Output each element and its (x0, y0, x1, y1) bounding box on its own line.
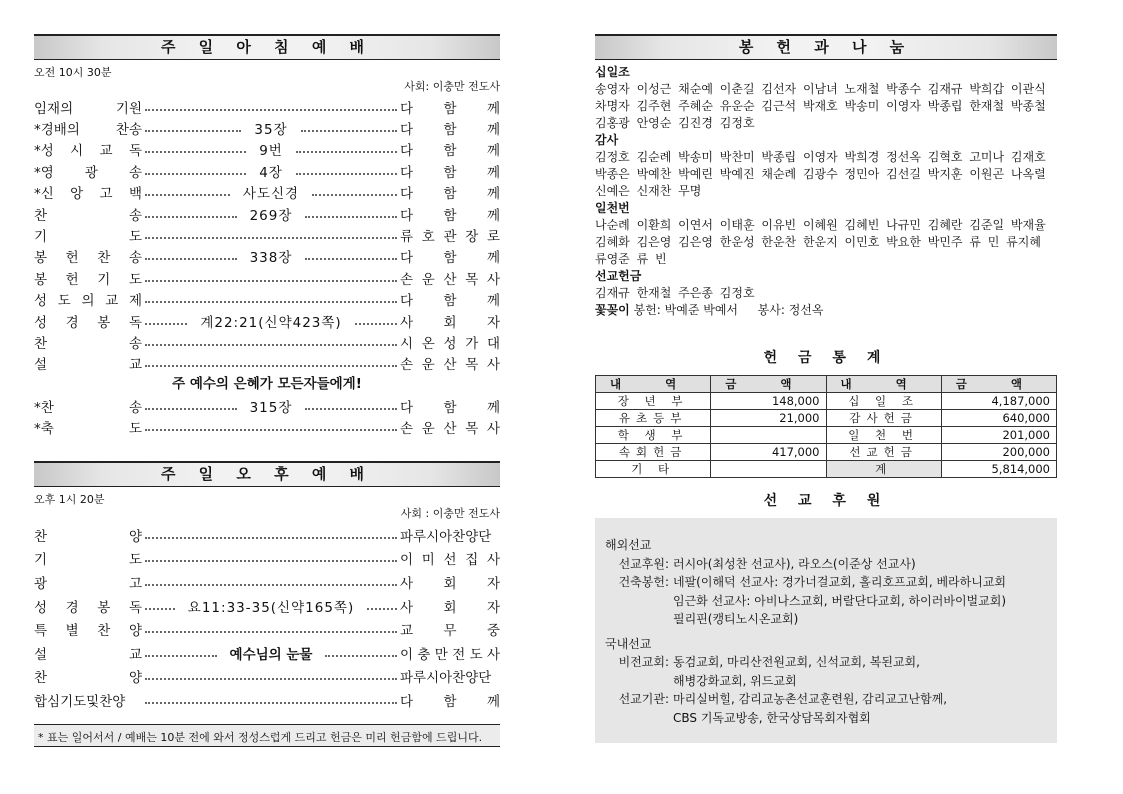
order-item-detail: 9번 (259, 143, 283, 160)
order-item-leader: 다 함 께 (400, 207, 500, 224)
offering-stats-table (595, 375, 1057, 478)
stats-header: 금 액 (941, 376, 1056, 393)
order-row (34, 641, 500, 665)
stats-category: 일 천 번 (826, 427, 941, 444)
order-row (34, 246, 500, 267)
order-item-label: 기 도 (34, 229, 142, 246)
order-row (34, 96, 500, 117)
flower-line (595, 302, 1057, 319)
order-item-label: 설 교 (34, 646, 142, 663)
order-item-detail: 계22:21(신약423쪽) (200, 314, 342, 331)
stats-row (596, 410, 1057, 427)
order-item-leader: 다 함 께 (400, 100, 500, 117)
dot-leader (145, 130, 241, 132)
mission-group (605, 536, 1047, 629)
dot-leader (145, 608, 175, 610)
order-item-label: 성 경 봉 독 (34, 599, 142, 616)
mission-text: 마리실버힐, 감리교농촌선교훈련원, 감리교고난함께, (673, 692, 948, 706)
mission-line (605, 690, 1047, 709)
order-item-leader: 다 함 께 (400, 399, 500, 416)
order-row (34, 594, 500, 618)
mission-group (605, 635, 1047, 728)
order-item-label: *영 광 송 (34, 164, 142, 181)
flower-text: 봉헌: 박예준 박예서 봉사: 정선옥 (633, 303, 824, 317)
offering-title: 봉 헌 과 나 눔 (595, 34, 1057, 60)
order-row (34, 310, 500, 331)
dot-leader (145, 194, 230, 196)
dot-leader (367, 608, 397, 610)
dot-leader (145, 537, 397, 539)
order-item-label: 찬 양 (34, 528, 142, 545)
afternoon-time: 오후 1시 20분 (34, 493, 105, 506)
stats-header: 금 액 (711, 376, 826, 393)
dot-leader (145, 408, 237, 410)
order-row (34, 224, 500, 245)
morning-order (34, 96, 500, 374)
order-item-leader: 사 회 자 (400, 599, 501, 616)
mission-group-name: 국내선교 (605, 636, 652, 651)
order-item-detail: 4장 (259, 164, 283, 181)
afternoon-order (34, 523, 500, 712)
order-item-leader: 류 호 관 장 로 (400, 229, 500, 246)
dot-leader (312, 194, 397, 196)
order-item-label: 합심기도및찬양 (34, 693, 126, 710)
order-row (34, 331, 500, 352)
offering-lists (595, 64, 1057, 302)
stats-amount: 200,000 (941, 444, 1056, 461)
stats-amount: 21,000 (711, 410, 826, 427)
order-item-leader: 다 함 께 (400, 186, 501, 203)
order-item-detail: 338장 (249, 250, 293, 267)
order-item-leader: 이 미 선 집 사 (400, 552, 500, 569)
dot-leader (145, 173, 246, 175)
dot-leader (145, 655, 217, 657)
order-row (34, 267, 500, 288)
order-row (34, 665, 500, 689)
dot-leader (305, 216, 397, 218)
dot-leader (145, 702, 397, 704)
order-item-detail: 315장 (249, 399, 293, 416)
mission-line (605, 672, 1047, 691)
mission-text: 해병강화교회, 위드교회 (673, 673, 797, 688)
order-row (34, 617, 500, 641)
order-row (34, 353, 500, 374)
afternoon-service-title: 주 일 오 후 예 배 (34, 461, 500, 487)
order-row (34, 688, 500, 712)
order-item-leader: 손 운 산 목 사 (400, 357, 500, 374)
footer-note: * 표는 일어서서 / 예배는 10분 전에 와서 정성스럽게 드리고 헌금은 미리 헌금함에 드립니다. (34, 724, 500, 747)
order-row (34, 416, 500, 437)
offering-category: 선교헌금 (595, 269, 642, 283)
donor-names: 김재규 한재철 주은종 김정호 (595, 286, 755, 300)
stats-amount: 640,000 (941, 410, 1056, 427)
dot-leader (145, 301, 397, 303)
order-row (34, 139, 500, 160)
stats-title: 헌 금 통 계 (763, 350, 889, 366)
mission-title: 선 교 후 원 (763, 493, 889, 509)
order-item-label: 찬 송 (34, 207, 142, 224)
mission-key (605, 610, 673, 629)
offering-category: 십일조 (595, 65, 630, 79)
morning-time: 오전 10시 30분 (34, 66, 112, 79)
order-item-leader: 사 회 자 (400, 314, 500, 331)
order-item-label: 찬 송 (34, 335, 142, 352)
donor-names: 김정호 김순례 박송미 박찬미 박종립 이영자 박희경 정선옥 김혁호 고미나 김재호 박종은 박예찬 박예린 박예진 채순례 김광수 정민아 김선길 박지훈 이원곤 나옥렬 신예은 신재찬 무명 (595, 150, 1046, 198)
order-item-leader: 파루시아찬양단 (400, 670, 492, 687)
dot-leader (145, 216, 237, 218)
order-item-label: 임재의 기원 (34, 100, 142, 117)
stats-category: 학 생 부 (596, 427, 711, 444)
stats-amount: 148,000 (711, 393, 826, 410)
dot-leader (145, 237, 397, 239)
dot-leader (296, 151, 397, 153)
mission-group-name: 해외선교 (605, 538, 652, 552)
dot-leader (145, 631, 397, 633)
dot-leader (145, 344, 397, 346)
mission-key (605, 592, 673, 611)
mission-line (605, 709, 1047, 728)
morning-host: 사회: 이충만 전도사 (404, 80, 500, 93)
dot-leader (145, 258, 237, 260)
dot-leader (145, 280, 397, 282)
order-item-label: *축 도 (34, 421, 142, 438)
order-item-label: *찬 송 (34, 399, 142, 416)
stats-row (596, 444, 1057, 461)
order-item-leader: 다 함 께 (400, 250, 500, 267)
order-row (34, 160, 500, 181)
dot-leader (145, 109, 397, 111)
stats-row (596, 461, 1057, 478)
mission-line (605, 555, 1047, 574)
morning-service-title: 주 일 아 침 예 배 (34, 34, 500, 60)
mission-text: 동검교회, 마리산전원교회, 신석교회, 복된교회, (673, 655, 920, 669)
mission-key: 선교기관: (618, 692, 669, 706)
order-item-label: *경배의 찬송 (34, 122, 142, 139)
order-item-label: 광 고 (34, 575, 142, 592)
order-row (34, 523, 500, 547)
stats-category: 십 일 조 (826, 393, 941, 410)
dot-leader (301, 130, 397, 132)
order-item-label: *성 시 교 독 (34, 143, 142, 160)
dot-leader (145, 678, 397, 680)
stats-category: 속회헌금 (596, 444, 711, 461)
mission-text: 필리핀(캥티노시온교회) (673, 612, 799, 626)
order-item-label: 기 도 (34, 552, 142, 569)
morning-order-closing (34, 395, 500, 438)
dot-leader (305, 408, 397, 410)
stats-amount (711, 461, 826, 478)
order-item-detail: 269장 (249, 207, 293, 224)
order-row (34, 203, 500, 224)
stats-amount: 201,000 (941, 427, 1056, 444)
order-item-label: 성 경 봉 독 (34, 314, 142, 331)
stats-amount: 417,000 (711, 444, 826, 461)
afternoon-host: 사회 : 이충만 전도사 (400, 507, 500, 520)
dot-leader (355, 323, 397, 325)
mission-key (605, 672, 673, 691)
stats-category: 장 년 부 (596, 393, 711, 410)
stats-amount (711, 427, 826, 444)
mission-line (605, 610, 1047, 629)
mission-key: 건축봉헌: (618, 575, 669, 589)
order-item-label: 특 별 찬 양 (34, 623, 142, 640)
dot-leader (145, 151, 246, 153)
order-item-leader: 다 함 께 (400, 693, 500, 710)
afternoon-service (34, 461, 500, 747)
mission-text: 러시아(최성찬 선교사), 라오스(이준상 선교사) (673, 556, 916, 571)
mission-box (595, 518, 1057, 743)
order-item-leader: 다 함 께 (400, 293, 500, 310)
donor-names: 나순례 이환희 이연서 이태훈 이유빈 이혜원 김혜빈 나규민 김혜란 김준일 박재율 김혜화 김은영 김은영 한운성 한운찬 한운지 이민호 박요한 박민주 류 민 류지혜 류영준 류 빈 (595, 218, 1046, 266)
dot-leader (325, 655, 397, 657)
order-item-label: 설 교 (34, 357, 142, 374)
dot-leader (145, 584, 397, 586)
order-row (34, 547, 500, 571)
order-item-detail: 사도신경 (242, 186, 300, 203)
order-item-detail: 요11:33-35(신약165쪽) (187, 599, 355, 616)
order-row (34, 395, 500, 416)
order-item-leader: 다 함 께 (400, 143, 501, 160)
mission-line (605, 592, 1047, 611)
morning-service (34, 34, 500, 438)
mission-text: 임근화 선교사: 아비나스교회, 버랄단다교회, 하이러바이벌교회) (673, 593, 1007, 608)
dot-leader (145, 323, 187, 325)
dot-leader (296, 173, 397, 175)
order-item-leader: 교 무 중 (400, 623, 500, 640)
dot-leader (145, 429, 397, 431)
order-row (34, 117, 500, 138)
stats-amount: 5,814,000 (941, 461, 1056, 478)
order-item-leader: 이 충 만 전 도 사 (400, 646, 501, 663)
order-item-leader: 다 함 께 (400, 164, 501, 181)
stats-category: 기 타 (596, 461, 711, 478)
mission-key: 선교후원: (618, 556, 669, 571)
stats-header: 내 역 (826, 376, 941, 393)
order-item-label: 봉 헌 기 도 (34, 271, 142, 288)
mission-text: 네팔(이해덕 선교사: 경가너걸교회, 홀리호프교회, 베라하니교회 (673, 575, 1007, 589)
dot-leader (145, 560, 397, 562)
stats-header: 내 역 (596, 376, 711, 393)
order-item-leader: 손 운 산 목 사 (400, 271, 500, 288)
left-page (34, 0, 501, 744)
order-item-leader: 시 온 성 가 대 (400, 335, 500, 352)
stats-category: 선교헌금 (826, 444, 941, 461)
order-row (34, 289, 500, 310)
order-item-leader: 손 운 산 목 사 (400, 421, 500, 438)
mission-key (605, 709, 673, 728)
stats-row (596, 393, 1057, 410)
order-item-label: 봉 헌 찬 송 (34, 250, 142, 267)
order-item-label: *신 앙 고 백 (34, 186, 142, 203)
flower-head: 꽃꽂이 (595, 303, 630, 317)
order-row (34, 182, 500, 203)
stats-amount: 4,187,000 (941, 393, 1056, 410)
offering-category: 감사 (595, 133, 619, 147)
order-item-label: 찬 양 (34, 670, 142, 687)
stats-category: 감사헌금 (826, 410, 941, 427)
offering-category: 일천번 (595, 201, 630, 215)
order-item-leader: 파루시아찬양단 (400, 528, 492, 545)
dot-leader (145, 365, 397, 367)
benediction-motto: 주 예수의 은혜가 모든자들에게! (172, 376, 362, 393)
mission-line (605, 653, 1047, 672)
order-item-detail: 35장 (254, 122, 288, 139)
mission-text: CBS 기독교방송, 한국상담목회자협회 (673, 710, 871, 725)
mission-line (605, 573, 1047, 592)
stats-category: 유초등부 (596, 410, 711, 427)
offering-section (595, 34, 1057, 319)
order-item-leader: 다 함 께 (400, 122, 501, 139)
order-item-label: 성 도 의 교 제 (34, 293, 142, 310)
dot-leader (305, 258, 397, 260)
mission-key: 비전교회: (618, 655, 669, 669)
order-item-detail: 예수님의 눈물 (229, 646, 313, 663)
order-row (34, 570, 500, 594)
donor-names: 송영자 이성근 채순예 이춘길 김선자 이남녀 노재철 박종수 김재규 박희갑 이관식 차명자 김주현 주혜순 유운순 김근석 박재호 박송미 이영자 박종립 한재철 박종철 김홍광 안영순 김진경 김정호 (595, 82, 1046, 130)
order-item-leader: 사 회 자 (400, 575, 500, 592)
stats-row (596, 427, 1057, 444)
stats-category: 계 (826, 461, 941, 478)
right-page (595, 0, 1057, 743)
